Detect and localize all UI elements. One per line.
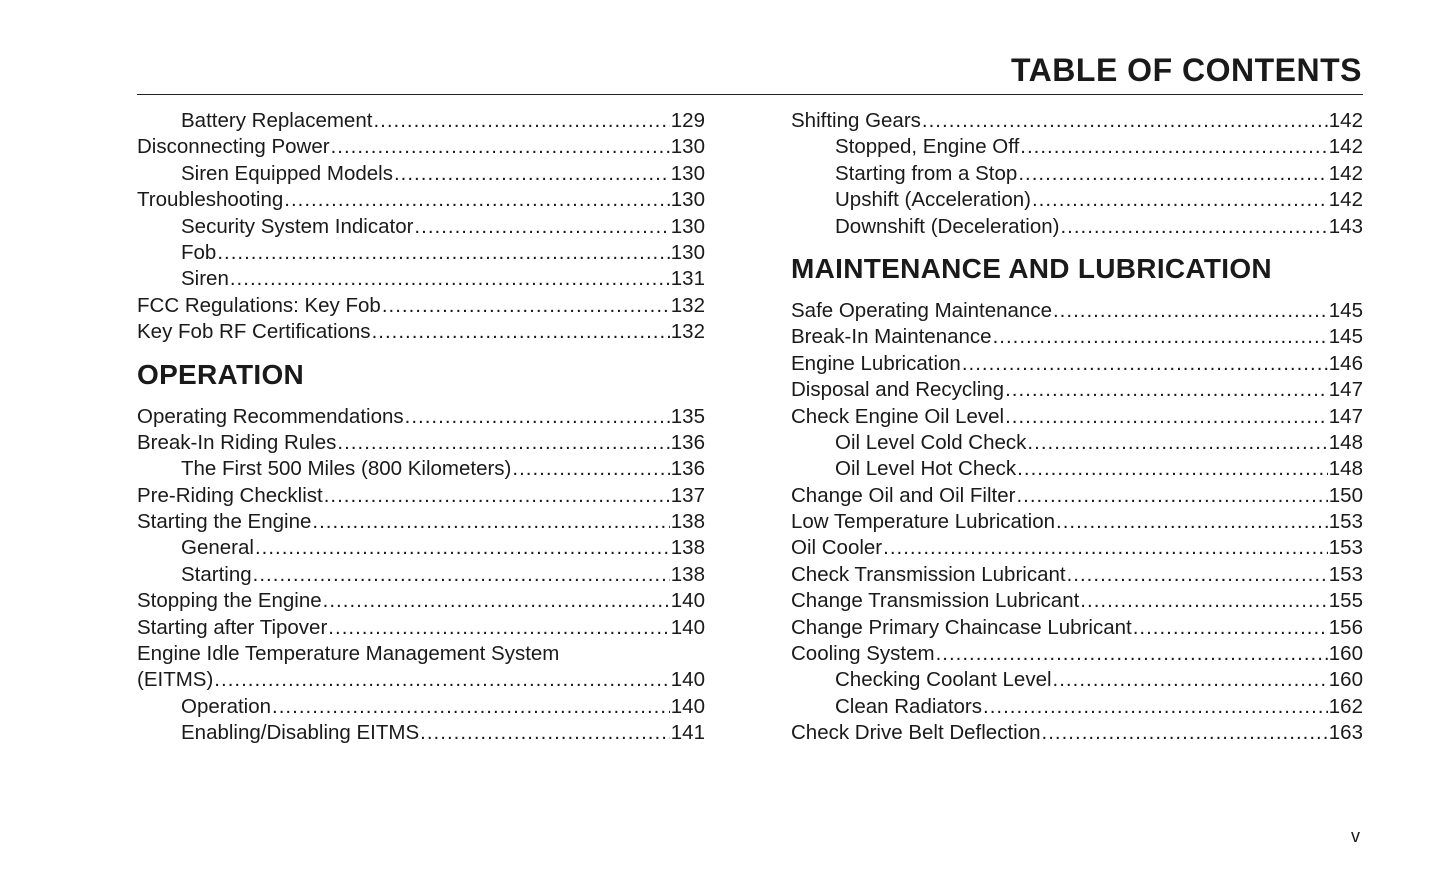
toc-entry-label: Starting the Engine: [137, 510, 312, 534]
toc-entry[interactable]: [791, 535, 1363, 561]
toc-entry-label: Siren: [181, 267, 229, 291]
toc-entry[interactable]: [137, 214, 705, 240]
toc-dot-leader: [1056, 509, 1328, 535]
toc-page-number: 135: [670, 404, 705, 428]
toc-entry[interactable]: [791, 483, 1363, 509]
toc-page-number: 148: [1328, 430, 1363, 454]
toc-page-number: 130: [670, 161, 705, 185]
toc-page-number: 146: [1328, 351, 1363, 375]
toc-entry-label: Disconnecting Power: [137, 135, 330, 159]
toc-page-number: 137: [670, 483, 705, 507]
toc-dot-leader: [420, 720, 670, 746]
toc-entry-label: Stopping the Engine: [137, 589, 322, 613]
toc-entry[interactable]: [791, 667, 1363, 693]
toc-entry[interactable]: [137, 108, 705, 134]
toc-page-number: 153: [1328, 562, 1363, 586]
toc-dot-leader: [284, 187, 670, 213]
toc-page-number: 147: [1328, 404, 1363, 428]
toc-dot-leader: [217, 240, 669, 266]
toc-entry[interactable]: [137, 509, 705, 535]
toc-entry[interactable]: [791, 161, 1363, 187]
toc-page-number: 132: [670, 293, 705, 317]
toc-entry-label: Starting after Tipover: [137, 615, 328, 639]
toc-entry[interactable]: [137, 293, 705, 319]
toc-entry-label: Pre-Riding Checklist: [137, 483, 323, 507]
toc-dot-leader: [962, 351, 1328, 377]
toc-dot-leader: [1067, 562, 1328, 588]
left-column: [137, 108, 705, 747]
toc-dot-leader: [1005, 404, 1328, 430]
toc-dot-leader: [1042, 720, 1328, 746]
toc-dot-leader: [993, 324, 1328, 350]
toc-page-number: 136: [670, 457, 705, 481]
toc-dot-leader: [312, 509, 669, 535]
toc-dot-leader: [1060, 214, 1327, 240]
toc-page-number: 163: [1328, 721, 1363, 745]
toc-page-number: 129: [670, 109, 705, 132]
toc-entry[interactable]: [137, 667, 705, 693]
toc-entry[interactable]: [791, 615, 1363, 641]
toc-dot-leader: [1018, 161, 1327, 187]
page-folio: v: [1351, 826, 1360, 846]
section-heading-operation: OPERATION: [137, 358, 305, 390]
toc-entry-label: Oil Cooler: [791, 536, 883, 560]
toc-page-number: 156: [1328, 615, 1363, 639]
toc-dot-leader: [405, 404, 670, 430]
right-entries-top: [791, 108, 1363, 240]
toc-entry[interactable]: [791, 588, 1363, 614]
toc-dot-leader: [331, 134, 670, 160]
toc-dot-leader: [373, 108, 669, 134]
toc-dot-leader: [983, 694, 1328, 720]
toc-entry[interactable]: [791, 456, 1363, 482]
toc-entry-label: Engine Idle Temperature Management System: [137, 642, 560, 666]
toc-dot-leader: [1027, 430, 1327, 456]
page-title: TABLE OF CONTENTS: [1011, 52, 1362, 88]
toc-entry-label: Clean Radiators: [835, 694, 982, 718]
toc-page-number: 142: [1328, 188, 1363, 212]
toc-entry[interactable]: [791, 404, 1363, 430]
toc-entry-label: Cooling System: [791, 642, 935, 666]
toc-page-number: 140: [670, 615, 705, 639]
left-entries-top: [137, 108, 705, 346]
toc-dot-leader: [883, 535, 1328, 561]
toc-entry[interactable]: [791, 134, 1363, 160]
toc-page-number: 150: [1328, 483, 1363, 507]
toc-page-number: 142: [1328, 135, 1363, 159]
toc-page-number: 160: [1328, 668, 1363, 692]
toc-entry[interactable]: [137, 187, 705, 213]
right-column: [791, 108, 1363, 747]
header-rule: [137, 94, 1363, 95]
toc-page-number: 131: [670, 267, 705, 291]
toc-dot-leader: [1016, 483, 1327, 509]
toc-entry-label: Engine Lubrication: [791, 351, 961, 375]
toc-dot-leader: [255, 535, 670, 561]
toc-entry-label: Low Temperature Lubrication: [791, 510, 1055, 534]
toc-dot-leader: [1005, 377, 1328, 403]
toc-dot-leader: [414, 214, 669, 240]
toc-page-number: 153: [1328, 510, 1363, 534]
toc-dot-leader: [337, 430, 669, 456]
toc-page-number: 145: [1328, 298, 1363, 322]
toc-entry-label: Break-In Maintenance: [791, 325, 992, 349]
toc-dot-leader: [1133, 615, 1328, 641]
toc-entry[interactable]: [137, 134, 705, 160]
toc-entry[interactable]: [791, 108, 1363, 134]
toc-page-number: 140: [670, 668, 705, 692]
toc-entry[interactable]: [137, 161, 705, 187]
toc-entry[interactable]: [791, 720, 1363, 746]
toc-page-number: 143: [1328, 214, 1363, 238]
toc-page-number: 160: [1328, 642, 1363, 666]
toc-page-number: 132: [670, 320, 705, 344]
toc-entry[interactable]: [137, 641, 705, 667]
toc-entry[interactable]: [791, 694, 1363, 720]
section-heading-maintenance: MAINTENANCE AND LUBRICATION: [791, 252, 1272, 284]
toc-dot-leader: [328, 615, 669, 641]
toc-dot-leader: [324, 483, 670, 509]
toc-entry[interactable]: [137, 720, 705, 746]
toc-entry-label: The First 500 Miles (800 Kilometers): [181, 457, 512, 481]
toc-entry-label: General: [181, 536, 254, 560]
toc-entry-label: Check Engine Oil Level: [791, 404, 1005, 428]
toc-entry[interactable]: [137, 694, 705, 720]
toc-entry-label: Fob: [181, 240, 217, 264]
toc-dot-leader: [1017, 456, 1328, 482]
toc-dot-leader: [1032, 187, 1328, 213]
toc-dot-leader: [922, 108, 1328, 134]
toc-page-number: 130: [670, 188, 705, 212]
toc-page-number: 148: [1328, 457, 1363, 481]
toc-entry-label: Change Primary Chaincase Lubricant: [791, 615, 1132, 639]
toc-page-number: 138: [670, 562, 705, 586]
toc-entry-label: Oil Level Hot Check: [835, 457, 1017, 481]
toc-entry[interactable]: [137, 615, 705, 641]
toc-entry-label: Safe Operating Maintenance: [791, 298, 1052, 322]
toc-entry[interactable]: [137, 404, 705, 430]
toc-entry[interactable]: [791, 430, 1363, 456]
toc-entry[interactable]: [791, 351, 1363, 377]
toc-entry-label: Break-In Riding Rules: [137, 430, 337, 454]
toc-entry-label: Enabling/Disabling EITMS: [181, 721, 420, 745]
toc-dot-leader: [253, 562, 670, 588]
toc-entry-label: Change Oil and Oil Filter: [791, 483, 1016, 507]
toc-entry-label: Oil Level Cold Check: [835, 430, 1027, 454]
toc-entry[interactable]: [791, 298, 1363, 324]
toc-entry-label: Battery Replacement: [181, 109, 373, 132]
toc-entry-label: FCC Regulations: Key Fob: [137, 293, 381, 317]
toc-dot-leader: [214, 667, 669, 693]
left-entries-bottom: [137, 404, 705, 747]
toc-page-number: 153: [1328, 536, 1363, 560]
toc-entry-label: Disposal and Recycling: [791, 378, 1005, 402]
toc-dot-leader: [936, 641, 1328, 667]
toc-entry[interactable]: [791, 324, 1363, 350]
toc-entry[interactable]: [137, 562, 705, 588]
toc-entry-label: Downshift (Deceleration): [835, 214, 1060, 238]
toc-dot-leader: [512, 456, 669, 482]
toc-page-number: 142: [1328, 109, 1363, 132]
toc-page-number: 162: [1328, 694, 1363, 718]
toc-page-number: 138: [670, 510, 705, 534]
toc-entry[interactable]: [137, 430, 705, 456]
toc-entry[interactable]: [791, 509, 1363, 535]
toc-page-number: 140: [670, 694, 705, 718]
toc-dot-leader: [1053, 667, 1328, 693]
toc-entry[interactable]: [137, 588, 705, 614]
toc-page-number: 130: [670, 214, 705, 238]
toc-entry[interactable]: [137, 535, 705, 561]
toc-entry[interactable]: [791, 641, 1363, 667]
toc-entry-label: Checking Coolant Level: [835, 668, 1052, 692]
toc-page-number: 140: [670, 589, 705, 613]
toc-entry-label: Troubleshooting: [137, 188, 284, 212]
toc-entry[interactable]: [137, 483, 705, 509]
toc-entry-label: Upshift (Acceleration): [835, 188, 1031, 212]
toc-dot-leader: [323, 588, 670, 614]
toc-page-number: 141: [670, 721, 705, 745]
toc-page-number: 130: [670, 135, 705, 159]
toc-entry[interactable]: [137, 456, 705, 482]
toc-dot-leader: [372, 319, 670, 345]
toc-page-number: 130: [670, 240, 705, 264]
toc-entry-label: Starting from a Stop: [835, 161, 1018, 185]
toc-page-number: 138: [670, 536, 705, 560]
toc-dot-leader: [1020, 134, 1328, 160]
toc-entry-label: Starting: [181, 562, 252, 586]
toc-entry-label: Operating Recommendations: [137, 404, 404, 428]
toc-entry-label: Check Drive Belt Deflection: [791, 721, 1041, 745]
toc-entry-label: Security System Indicator: [181, 214, 414, 238]
toc-entry-label: Change Transmission Lubricant: [791, 589, 1080, 613]
toc-entry[interactable]: [791, 187, 1363, 213]
toc-dot-leader: [1053, 298, 1328, 324]
toc-entry-label: Stopped, Engine Off: [835, 135, 1020, 159]
toc-page-number: 136: [670, 430, 705, 454]
toc-entry-label: Shifting Gears: [791, 109, 921, 132]
toc-page-number: 147: [1328, 378, 1363, 402]
toc-entry-label: (EITMS): [137, 668, 214, 692]
toc-entry-label: Siren Equipped Models: [181, 161, 393, 185]
toc-page-number: 142: [1328, 161, 1363, 185]
right-entries-bottom: [791, 298, 1363, 747]
toc-entry[interactable]: [791, 377, 1363, 403]
toc-dot-leader: [382, 293, 670, 319]
toc-dot-leader: [1080, 588, 1327, 614]
toc-entry[interactable]: [137, 266, 705, 292]
toc-page-number: 155: [1328, 589, 1363, 613]
toc-entry-label: Check Transmission Lubricant: [791, 562, 1066, 586]
toc-page-number: 145: [1328, 325, 1363, 349]
toc-entry[interactable]: [791, 214, 1363, 240]
toc-entry[interactable]: [791, 562, 1363, 588]
toc-dot-leader: [230, 266, 670, 292]
toc-entry[interactable]: [137, 240, 705, 266]
toc-entry-label: Operation: [181, 694, 272, 718]
toc-entry-label: Key Fob RF Certifications: [137, 320, 371, 344]
toc-dot-leader: [272, 694, 670, 720]
toc-dot-leader: [394, 161, 670, 187]
toc-entry[interactable]: [137, 319, 705, 345]
